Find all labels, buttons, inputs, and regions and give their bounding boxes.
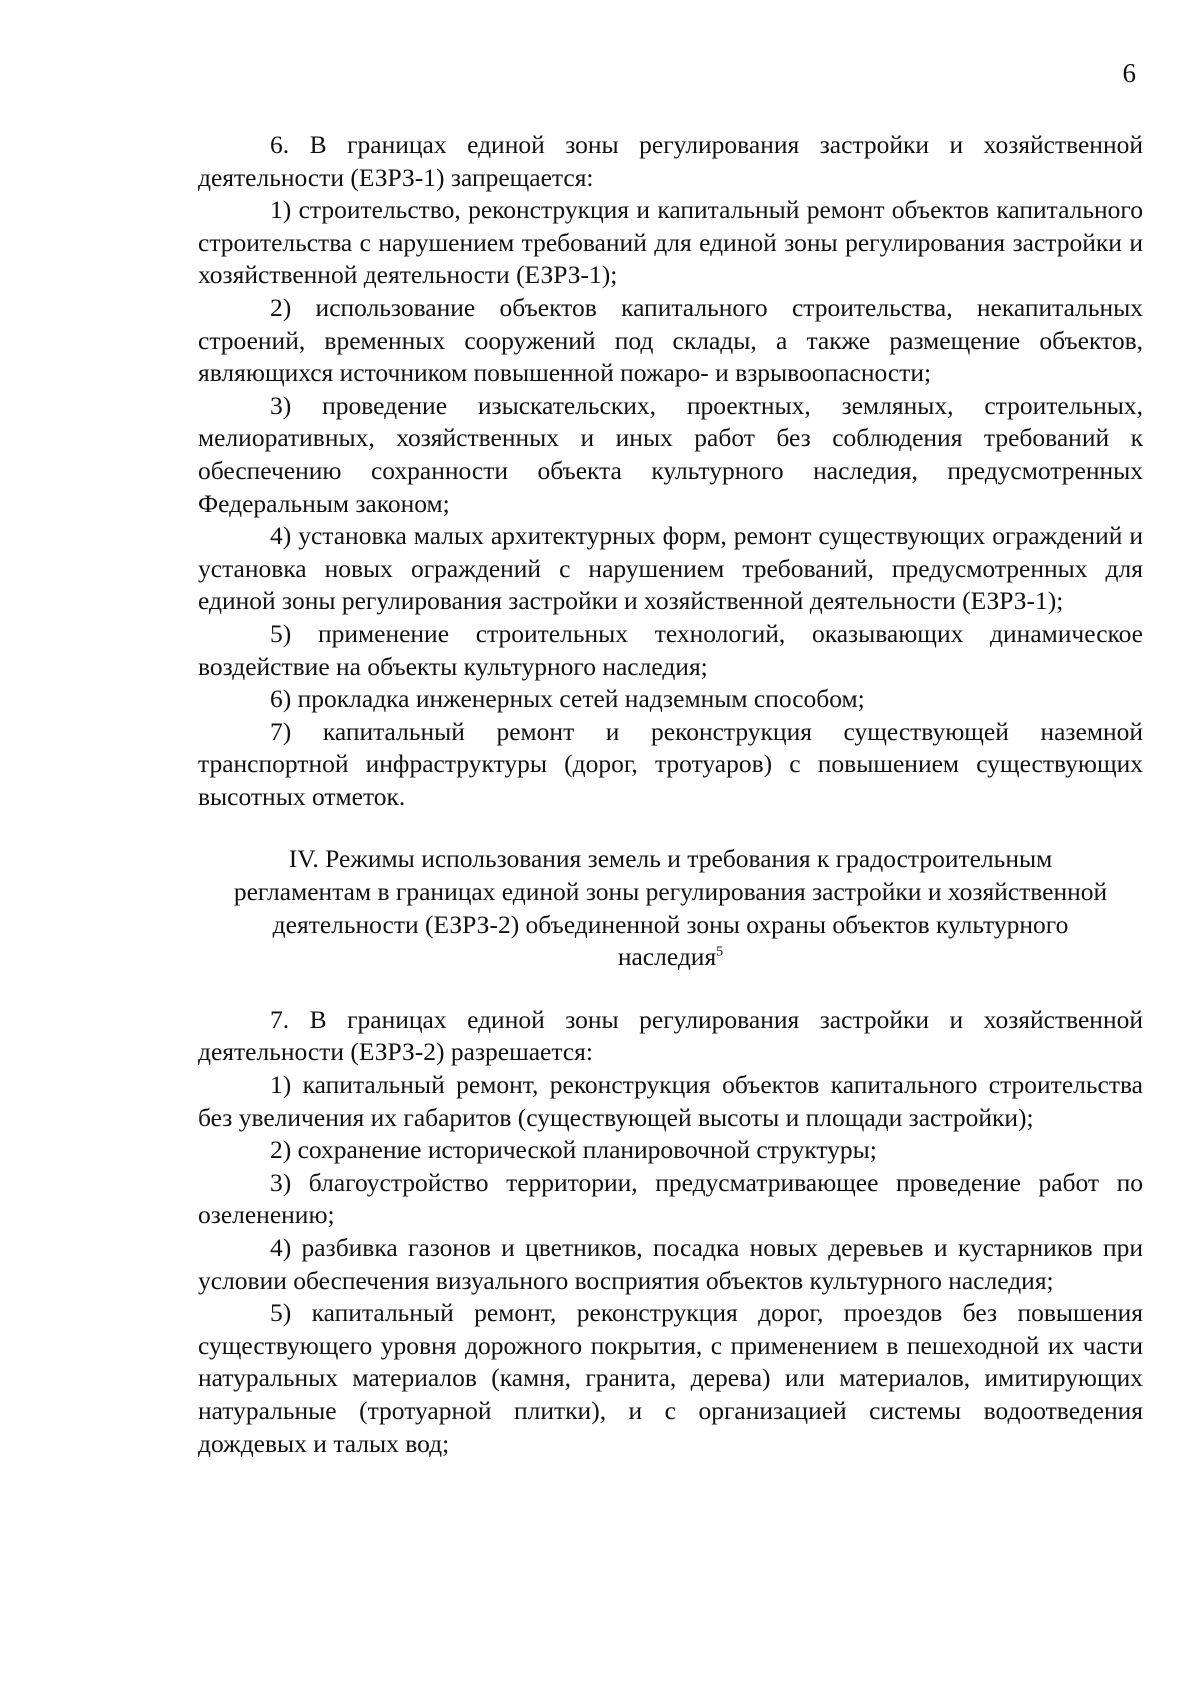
page-number: 6 <box>1122 58 1136 88</box>
section-6-item-6: 6) прокладка инженерных сетей надземным способом; <box>270 684 865 714</box>
section-6-item-2: 2) использование объектов капитального строительства, некапитальных строений, временных сооружений под склады, а также размещение объектов, являющихся источником повышенной пожаро- и взрывоопасности; <box>198 292 1143 388</box>
section-6-item-7: 7) капитальный ремонт и реконструкция существующей наземной транспортной инфраструктуры (дорог, тротуаров) с повышением существующих высотных отметок. <box>198 716 1143 811</box>
section-7-item-2: 2) сохранение исторической планировочной структуры; <box>270 1135 877 1165</box>
section-7-intro: 7. В границах единой зоны регулирования застройки и хозяйственной деятельности (ЕЗРЗ-2) разрешается: <box>198 1004 1143 1067</box>
document-body <box>198 129 1143 1460</box>
section-6-item-4: 4) установка малых архитектурных форм, ремонт существующих ограждений и установка новых ограждений с нарушением требований, предусмотренных для единой зоны регулирования застройки и хозяйственной деятельности (ЕЗРЗ-1); <box>198 521 1143 616</box>
section-heading-iv <box>198 843 1143 973</box>
section-7-item-3: 3) благоустройство территории, предусматривающее проведение работ по озеленению; <box>198 1167 1143 1230</box>
section-6-intro: 6. В границах единой зоны регулирования застройки и хозяйственной деятельности (ЕЗРЗ-1) запрещается: <box>198 130 1143 192</box>
section-7-item-5: 5) капитальный ремонт, реконструкция дорог, проездов без повышения существующего уровня дорожного покрытия, с применением в пешеходной их части натуральных материалов (камня, гранита, дерева) или материалов, имитирующих натуральные (тротуарной плитки), и с организацией системы водоотведения дождевых и талых вод; <box>198 1298 1143 1458</box>
section-6-item-5: 5) применение строительных технологий, оказывающих динамическое воздействие на объекты культурного наследия; <box>198 618 1143 681</box>
section-7-item-4: 4) разбивка газонов и цветников, посадка новых деревьев и кустарников при условии обеспечения визуального восприятия объектов культурного наследия; <box>198 1233 1143 1295</box>
section-heading-text: IV. Режимы использования земель и требования к градостроительным регламентам в границах единой зоны регулирования застройки и хозяйственной деятельности (ЕЗРЗ-2) объединенной зоны охраны объектов культурного наследия <box>233 844 1108 972</box>
section-6-item-1: 1) строительство, реконструкция и капитальный ремонт объектов капитального строительства с нарушением требований для единой зоны регулирования застройки и хозяйственной деятельности (ЕЗРЗ-1); <box>198 195 1143 290</box>
section-7-item-1: 1) капитальный ремонт, реконструкция объектов капитального строительства без увеличения их габаритов (существующей высоты и площади застройки); <box>198 1070 1143 1132</box>
footnote-ref: 5 <box>716 944 724 960</box>
section-6-item-3: 3) проведение изыскательских, проектных, земляных, строительных, мелиоративных, хозяйственных и иных работ без соблюдения требований к обеспечению сохранности объекта культурного наследия, предусмотренных Федеральным законом; <box>198 390 1143 518</box>
